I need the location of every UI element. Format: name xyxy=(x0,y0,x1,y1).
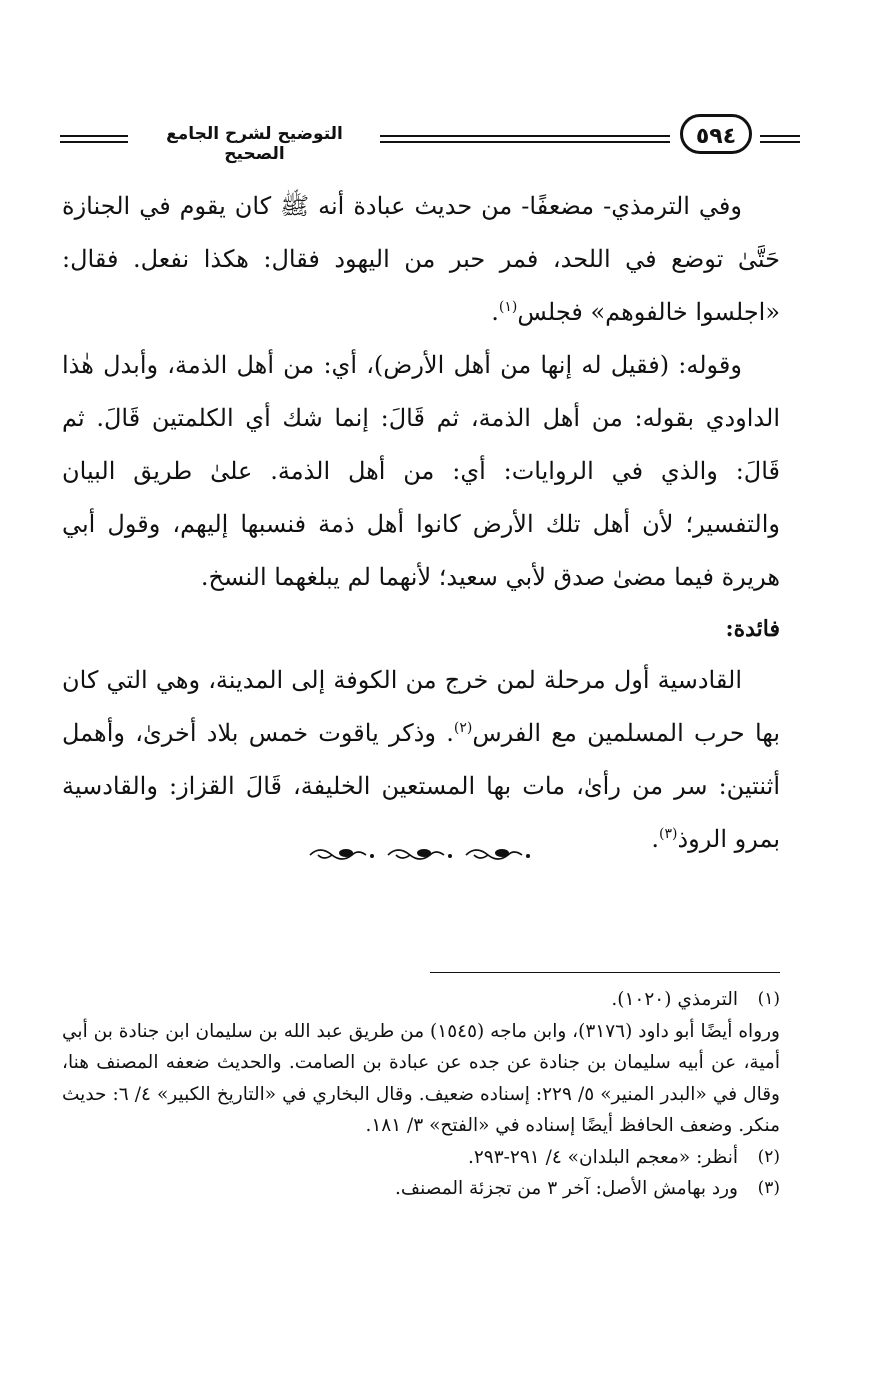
paragraph-3 xyxy=(62,654,780,866)
paragraph-3-end: . xyxy=(651,825,660,853)
running-title: التوضيح لشرح الجامع الصحيح xyxy=(166,124,343,164)
footnote-2-number: (٢) xyxy=(757,1146,780,1167)
header-rule-right xyxy=(760,135,800,143)
footnote-3-body xyxy=(62,1173,738,1205)
footnote-separator xyxy=(430,972,780,973)
main-text xyxy=(62,180,780,866)
header-rule-left xyxy=(60,135,128,143)
paragraph-1 xyxy=(62,180,780,339)
paragraph-1-end: . xyxy=(491,298,499,326)
footnote-1-body xyxy=(62,984,780,1142)
ornament-divider-icon xyxy=(300,840,540,870)
footnote-2 xyxy=(62,1142,780,1174)
page-header xyxy=(40,110,790,164)
footnote-ref-2: (٢) xyxy=(453,720,473,736)
footnote-2-body xyxy=(62,1142,738,1174)
footnote-2-line-1: أنظر: «معجم البلدان» ٤/ ٢٩١-٢٩٣. xyxy=(467,1146,738,1168)
section-heading: فائدة: xyxy=(725,616,780,642)
paragraph-3-text-b: . وذكر ياقوت خمس بلاد أخرىٰ، وأهمل أثنتين: سر من رأىٰ، مات بها المستعين الخليفة، قَالَ القزاز: والقادسية بمرو الروذ xyxy=(62,719,780,853)
footnote-ref-3: (٣) xyxy=(659,826,678,842)
paragraph-1-text: وفي الترمذي- مضعفًا- من حديث عبادة أنه ﷺ كان يقوم في الجنازة حَتَّىٰ توضع في اللحد، فمر حبر من اليهود فقال: هكذا نفعل. فقال: «اجلسوا خالفوهم» فجلس xyxy=(62,192,780,326)
page-number: ٥٩٤ xyxy=(680,114,752,154)
footnote-1-line-2: ورواه أيضًا أبو داود (٣١٧٦)، وابن ماجه (١٥٤٥) من طريق عبد الله بن سليمان ابن جنادة بن أبي أمية، عن أبيه سليمان بن جنادة عن جده عن عبادة بن الصامت. والحديث ضعفه المصنف هنا، وقال في «البدر المنير» ٥/ ٢٢٩: إسناده ضعيف. وقال البخاري في «التاريخ الكبير» ٤/ ٦: حديث منكر. وضعف الحافظ أيضًا إسناده في «الفتح» ٣/ ١٨١. xyxy=(62,1020,780,1136)
footnote-3-number: (٣) xyxy=(757,1178,780,1198)
footnote-1-number: (١) xyxy=(757,989,780,1009)
footnote-1-line-1: الترمذي (١٠٢٠). xyxy=(611,989,738,1010)
footnote-3 xyxy=(62,1173,780,1205)
footnote-1 xyxy=(62,984,780,1142)
paragraph-2: وقوله: (فقيل له إنها من أهل الأرض)، أي: من أهل الذمة، وأبدل هٰذا الداودي بقوله: من أهل الذمة، ثم قَالَ: إنما شك أي الكلمتين قَالَ. ثم قَالَ: والذي في الروايات: أي: من أهل الذمة. علىٰ طريق البيان والتفسير؛ لأن أهل تلك الأرض كانوا أهل ذمة فنسبها إليهم، وقول أبي هريرة فيما مضىٰ صدق لأبي سعيد؛ لأنهما لم يبلغهما النسخ. xyxy=(62,351,780,591)
paragraph-3-text-a: القادسية أول مرحلة لمن خرج من الكوفة إلى المدينة، وهي التي كان بها حرب المسلمين مع الفرس xyxy=(62,666,780,747)
footnotes xyxy=(62,984,780,1205)
footnote-3-line-1: ورد بهامش الأصل: آخر ٣ من تجزئة المصنف. xyxy=(395,1178,738,1199)
header-rule-middle xyxy=(380,135,670,143)
footnote-ref-1: (١) xyxy=(498,299,518,315)
